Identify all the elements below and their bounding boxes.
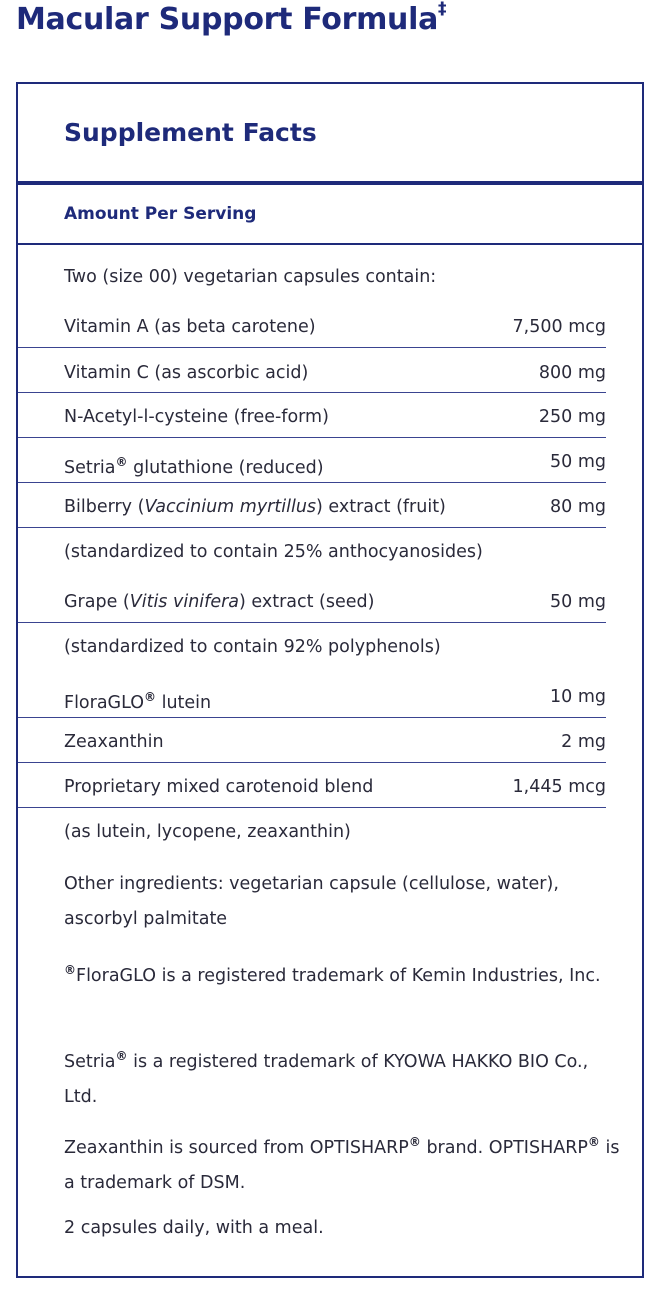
serving-intro: Two (size 00) vegetarian capsules contain: [64, 267, 437, 287]
thick-divider [18, 181, 642, 185]
ingredient-name-part: Grape ( [64, 592, 130, 612]
ingredient-amount: 800 mg [538, 363, 606, 383]
ingredient-name-part: ) extract (seed) [239, 592, 375, 612]
ingredient-name-part: glutathione (reduced) [127, 457, 324, 478]
ingredient-amount: 10 mg [550, 687, 606, 707]
row-divider [18, 392, 606, 393]
ingredient-name [64, 590, 374, 614]
amount-per-serving-heading: Amount Per Serving [64, 204, 257, 224]
page-title-text: Macular Support Formula [16, 2, 439, 37]
dosage-instructions: 2 capsules daily, with a meal. [64, 1218, 324, 1238]
botanical-name: Vaccinium myrtillus [144, 497, 317, 517]
ingredient-name [64, 685, 211, 715]
header-divider [18, 243, 642, 245]
ingredient-amount: 7,500 mcg [512, 317, 606, 337]
row-divider [18, 437, 606, 438]
ingredient-name [64, 495, 446, 519]
row-divider [18, 482, 606, 483]
note-text: is a registered trademark of KYOWA HAKKO BIO Co., Ltd. [64, 1051, 589, 1107]
registered-mark: ® [587, 1135, 600, 1149]
ingredient-amount: 80 mg [550, 497, 606, 517]
registered-mark: ® [408, 1135, 421, 1149]
note-text: Zeaxanthin is sourced from OPTISHARP [64, 1137, 409, 1158]
setria-trademark-note [64, 1039, 624, 1115]
ingredient-name: Vitamin A (as beta carotene) [64, 317, 316, 337]
registered-mark: ® [144, 690, 157, 704]
ingredient-name-part: Bilberry ( [64, 497, 145, 517]
note-text: is a trademark of DSM. [64, 1137, 620, 1193]
ingredient-amount: 1,445 mcg [512, 777, 606, 797]
ingredient-name: Zeaxanthin [64, 732, 164, 752]
registered-mark: ® [115, 1049, 128, 1063]
note-text: FloraGLO is a registered trademark of Kemin Industries, Inc. [76, 965, 601, 986]
ingredient-note: (standardized to contain 25% anthocyanosides) [64, 542, 483, 562]
other-ingredients: Other ingredients: vegetarian capsule (cellulose, water), ascorbyl palmitate [64, 874, 559, 929]
row-divider [18, 527, 606, 528]
double-dagger-mark: ‡ [438, 0, 447, 19]
page-title [16, 2, 446, 37]
ingredient-amount: 50 mg [550, 452, 606, 472]
ingredient-note: (as lutein, lycopene, zeaxanthin) [64, 822, 351, 842]
supplement-facts-panel [16, 82, 644, 1278]
botanical-name: Vitis vinifera [129, 592, 240, 612]
ingredient-name-part: lutein [156, 692, 212, 713]
optisharp-trademark-note [64, 1125, 624, 1201]
row-divider [18, 807, 606, 808]
row-divider [18, 762, 606, 763]
ingredient-name: N-Acetyl-l-cysteine (free-form) [64, 407, 329, 427]
ingredient-name-part: FloraGLO [64, 692, 145, 713]
note-text: Setria [64, 1051, 116, 1072]
ingredient-amount: 50 mg [550, 592, 606, 612]
ingredient-name: Vitamin C (as ascorbic acid) [64, 363, 309, 383]
ingredient-note: (standardized to contain 92% polyphenols) [64, 637, 441, 657]
ingredient-name-part: ) extract (fruit) [316, 497, 446, 517]
row-divider [18, 717, 606, 718]
note-text: brand. OPTISHARP [420, 1137, 588, 1158]
ingredient-amount: 250 mg [538, 407, 606, 427]
ingredient-name [64, 450, 324, 480]
ingredient-name: Proprietary mixed carotenoid blend [64, 777, 374, 797]
panel-title: Supplement Facts [64, 118, 317, 147]
registered-mark: ® [115, 455, 128, 469]
registered-mark: ® [64, 963, 76, 977]
row-divider [18, 622, 606, 623]
ingredient-name-part: Setria [64, 457, 116, 478]
row-divider [18, 347, 606, 348]
ingredient-amount: 2 mg [561, 732, 606, 752]
floraglo-trademark-note [64, 953, 624, 994]
